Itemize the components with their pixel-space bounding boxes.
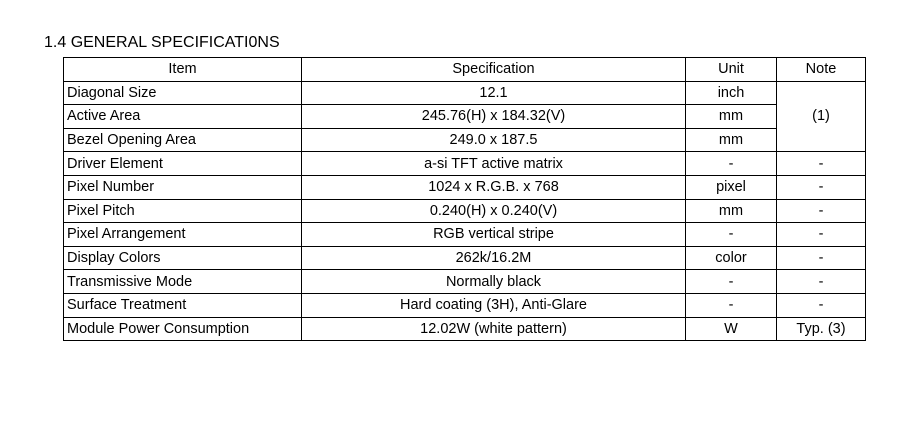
row-item: Pixel Number [64, 175, 302, 199]
row-unit: W [686, 317, 777, 341]
row-unit: - [686, 152, 777, 176]
row-item: Bezel Opening Area [64, 128, 302, 152]
header-specification: Specification [302, 58, 686, 82]
row-specification: 12.1 [302, 81, 686, 105]
row-specification: RGB vertical stripe [302, 223, 686, 247]
table-row [64, 105, 866, 129]
header-unit: Unit [686, 58, 777, 82]
section-title: 1.4 GENERAL SPECIFICATI0NS [44, 34, 280, 51]
row-item: Surface Treatment [64, 293, 302, 317]
row-unit: mm [686, 128, 777, 152]
table-row [64, 81, 866, 105]
row-note: - [777, 175, 866, 199]
row-unit: mm [686, 199, 777, 223]
row-note-merged: (1) [777, 81, 866, 152]
row-note: Typ. (3) [777, 317, 866, 341]
row-unit: - [686, 293, 777, 317]
row-note: - [777, 223, 866, 247]
row-unit: color [686, 246, 777, 270]
row-specification: 262k/16.2M [302, 246, 686, 270]
row-item: Transmissive Mode [64, 270, 302, 294]
row-unit: - [686, 270, 777, 294]
row-item: Driver Element [64, 152, 302, 176]
header-note: Note [777, 58, 866, 82]
row-specification: Normally black [302, 270, 686, 294]
table-row [64, 293, 866, 317]
row-note: - [777, 199, 866, 223]
row-note: - [777, 293, 866, 317]
table-row [64, 246, 866, 270]
row-specification: 1024 x R.G.B. x 768 [302, 175, 686, 199]
row-note: - [777, 246, 866, 270]
row-item: Pixel Arrangement [64, 223, 302, 247]
table-row [64, 317, 866, 341]
row-unit: pixel [686, 175, 777, 199]
row-specification: Hard coating (3H), Anti-Glare [302, 293, 686, 317]
row-unit: inch [686, 81, 777, 105]
general-specifications-table [63, 57, 866, 341]
row-specification: 0.240(H) x 0.240(V) [302, 199, 686, 223]
header-item: Item [64, 58, 302, 82]
row-specification: 249.0 x 187.5 [302, 128, 686, 152]
table-row [64, 270, 866, 294]
table-row [64, 175, 866, 199]
row-specification: 245.76(H) x 184.32(V) [302, 105, 686, 129]
table-row [64, 152, 866, 176]
row-unit: mm [686, 105, 777, 129]
row-item: Display Colors [64, 246, 302, 270]
row-item: Pixel Pitch [64, 199, 302, 223]
table-row [64, 128, 866, 152]
row-item: Module Power Consumption [64, 317, 302, 341]
table-row [64, 199, 866, 223]
table-row [64, 223, 866, 247]
row-note: - [777, 152, 866, 176]
row-specification: a-si TFT active matrix [302, 152, 686, 176]
row-note: - [777, 270, 866, 294]
table-header-row [64, 58, 866, 82]
row-specification: 12.02W (white pattern) [302, 317, 686, 341]
row-unit: - [686, 223, 777, 247]
row-item: Diagonal Size [64, 81, 302, 105]
row-item: Active Area [64, 105, 302, 129]
